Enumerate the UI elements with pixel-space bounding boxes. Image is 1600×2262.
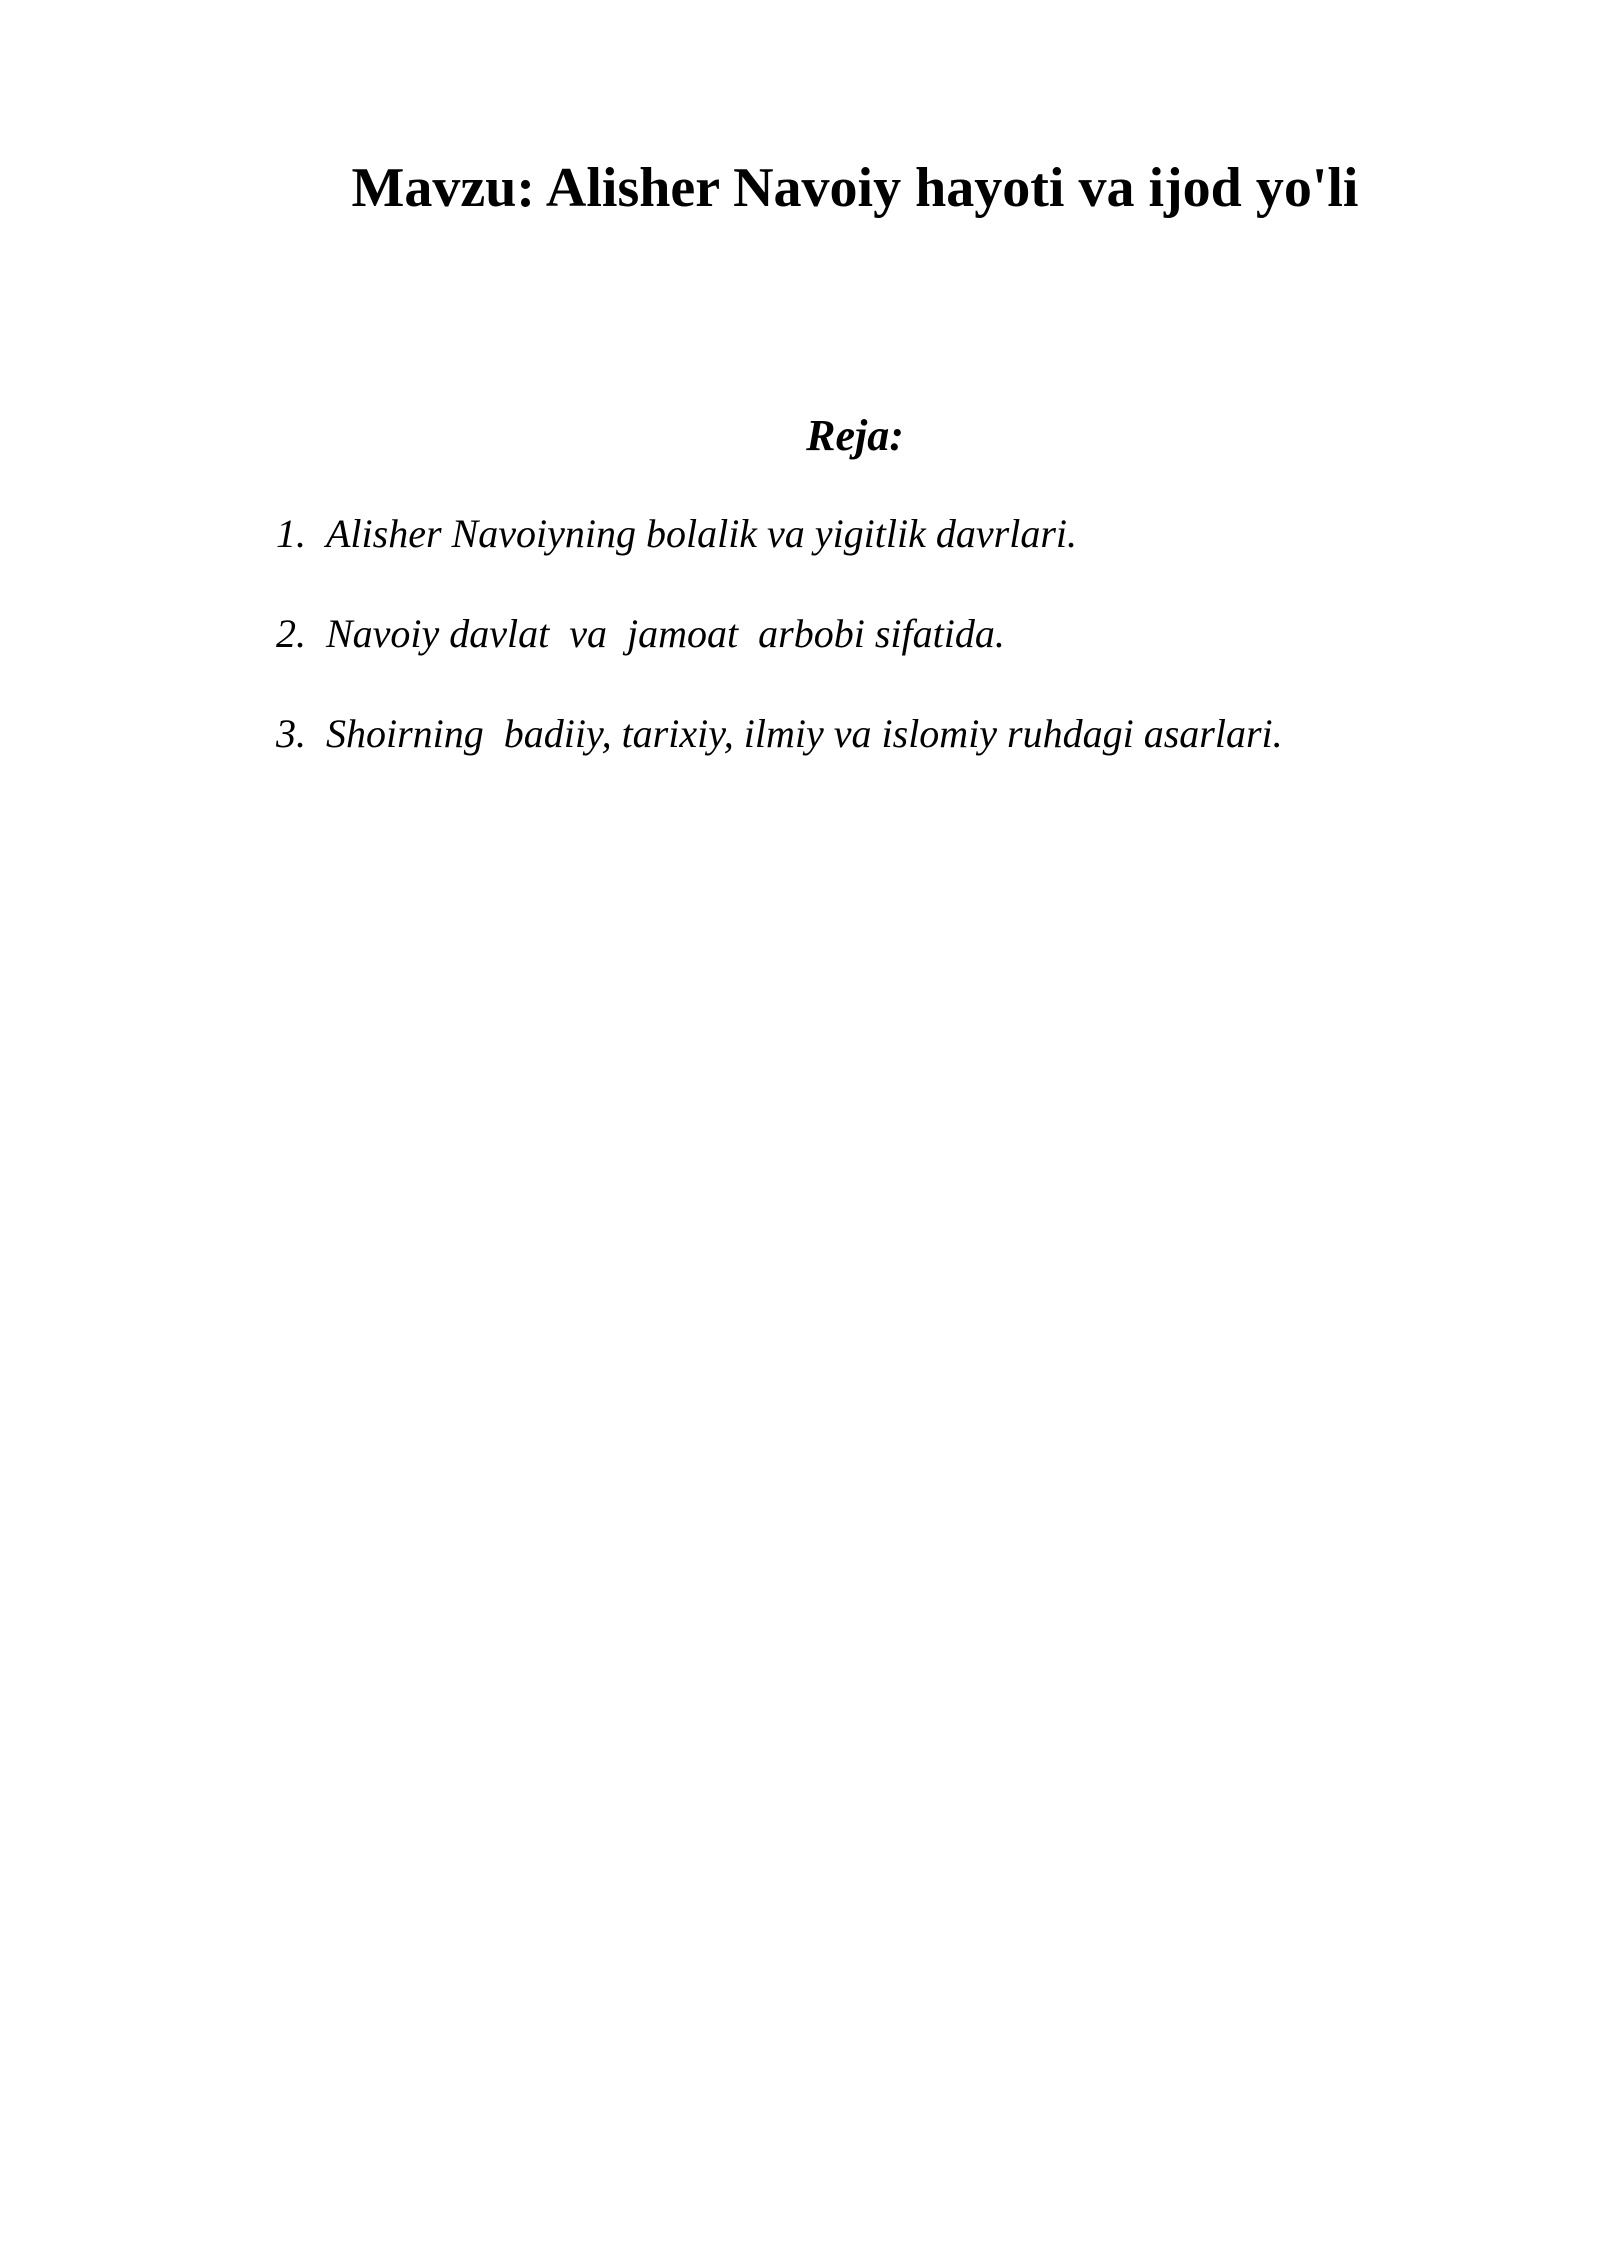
plan-heading: Reja: [806, 411, 904, 460]
list-item [276, 506, 1476, 606]
list-item-text: Alisher Navoiyning bolalik va yigitlik davrlari. [326, 511, 1077, 556]
list-item-text: Navoiy davlat va jamoat arbobi sifatida. [326, 611, 1005, 656]
plan-list [276, 506, 1476, 806]
list-item-number: 2. [276, 611, 306, 656]
list-item-text: Shoirning badiiy, tarixiy, ilmiy va islomiy ruhdagi asarlari. [326, 711, 1283, 756]
document-title: Mavzu: Alisher Navoiy hayoti va ijod yo'li [351, 157, 1359, 219]
list-item-number: 3. [276, 711, 306, 756]
list-item [276, 606, 1476, 706]
list-item-number: 1. [276, 511, 306, 556]
list-item [276, 706, 1476, 806]
